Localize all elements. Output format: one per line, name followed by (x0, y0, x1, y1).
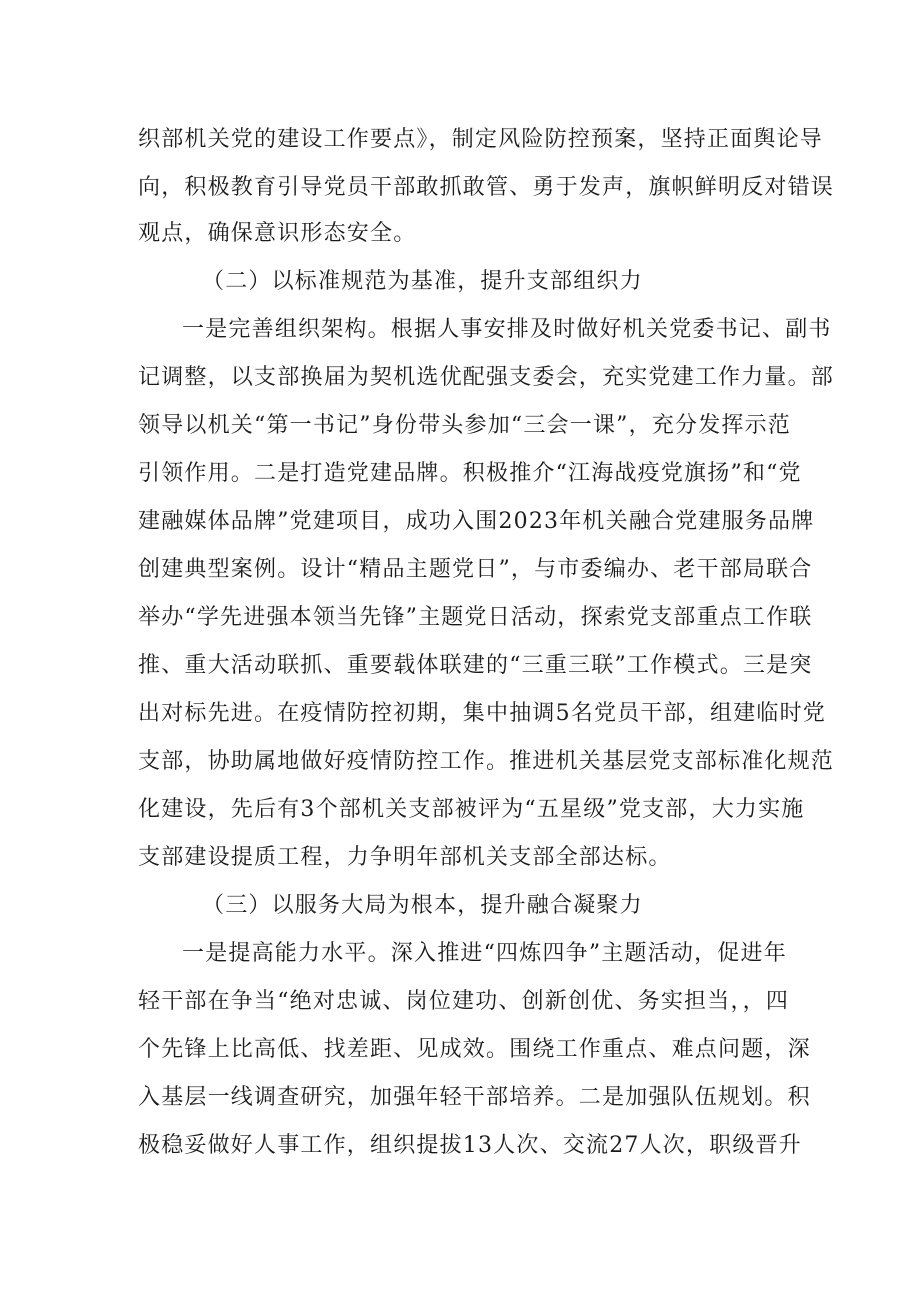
section-heading-3: （三）以服务大局为根本，提升融合凝聚力 (202, 893, 643, 918)
paragraph-line: 建融媒体品牌”党建项目，成功入围2023年机关融合党建服务品牌 (138, 509, 815, 534)
paragraph-line: 创建典型案例。设计“精品主题党日”，与市委编办、老干部局联合 (138, 557, 813, 582)
paragraph-line: 轻干部在争当“绝对忠诚、岗位建功、创新创优、务实担当，，四 (138, 989, 790, 1014)
paragraph-line: 出对标先进。在疫情防控初期，集中抽调5名党员干部，组建临时党 (138, 701, 826, 726)
paragraph-line: 化建设，先后有3个部机关支部被评为“五星级”党支部，大力实施 (138, 797, 805, 822)
paragraph-line: 一是提高能力水平。深入推进“四炼四争”主题活动，促进年 (182, 941, 787, 966)
paragraph-line: 推、重大活动联抓、重要载体联建的“三重三联”工作模式。三是突 (138, 653, 813, 678)
paragraph-line: 支部建设提质工程，力争明年部机关支部全部达标。 (138, 845, 672, 870)
paragraph-line: 观点，确保意识形态安全。 (138, 221, 417, 246)
section-heading-2: （二）以标准规范为基准，提升支部组织力 (202, 269, 643, 294)
paragraph-line: 举办“学先进强本领当先锋”主题党日活动，探索党支部重点工作联 (138, 605, 813, 630)
paragraph-line: 织部机关党的建设工作要点》，制定风险防控预案，坚持正面舆论导 (138, 127, 824, 152)
paragraph-line: 记调整，以支部换届为契机选优配强支委会，充实党建工作力量。部 (138, 365, 835, 390)
paragraph-line: 入基层一线调查研究，加强年轻干部培养。二是加强队伍规划。积 (138, 1085, 811, 1110)
paragraph-line: 领导以机关“第一书记”身份带头参加“三会一课”，充分发挥示范 (138, 413, 791, 438)
paragraph-line: 一是完善组织架构。根据人事安排及时做好机关党委书记、副书 (182, 317, 832, 342)
paragraph-line: 极稳妥做好人事工作，组织提拔13人次、交流27人次，职级晋升 (138, 1133, 802, 1158)
paragraph-line: 支部，协助属地做好疫情防控工作。推进机关基层党支部标准化规范 (138, 749, 835, 774)
paragraph-line: 个先锋上比高低、找差距、见成效。围绕工作重点、难点问题，深 (138, 1037, 811, 1062)
paragraph-line: 引领作用。二是打造党建品牌。积极推介“江海战疫党旗扬”和“党 (138, 461, 802, 486)
paragraph-line: 向，积极教育引导党员干部敢抓敢管、勇于发声，旗帜鲜明反对错误 (138, 175, 835, 200)
